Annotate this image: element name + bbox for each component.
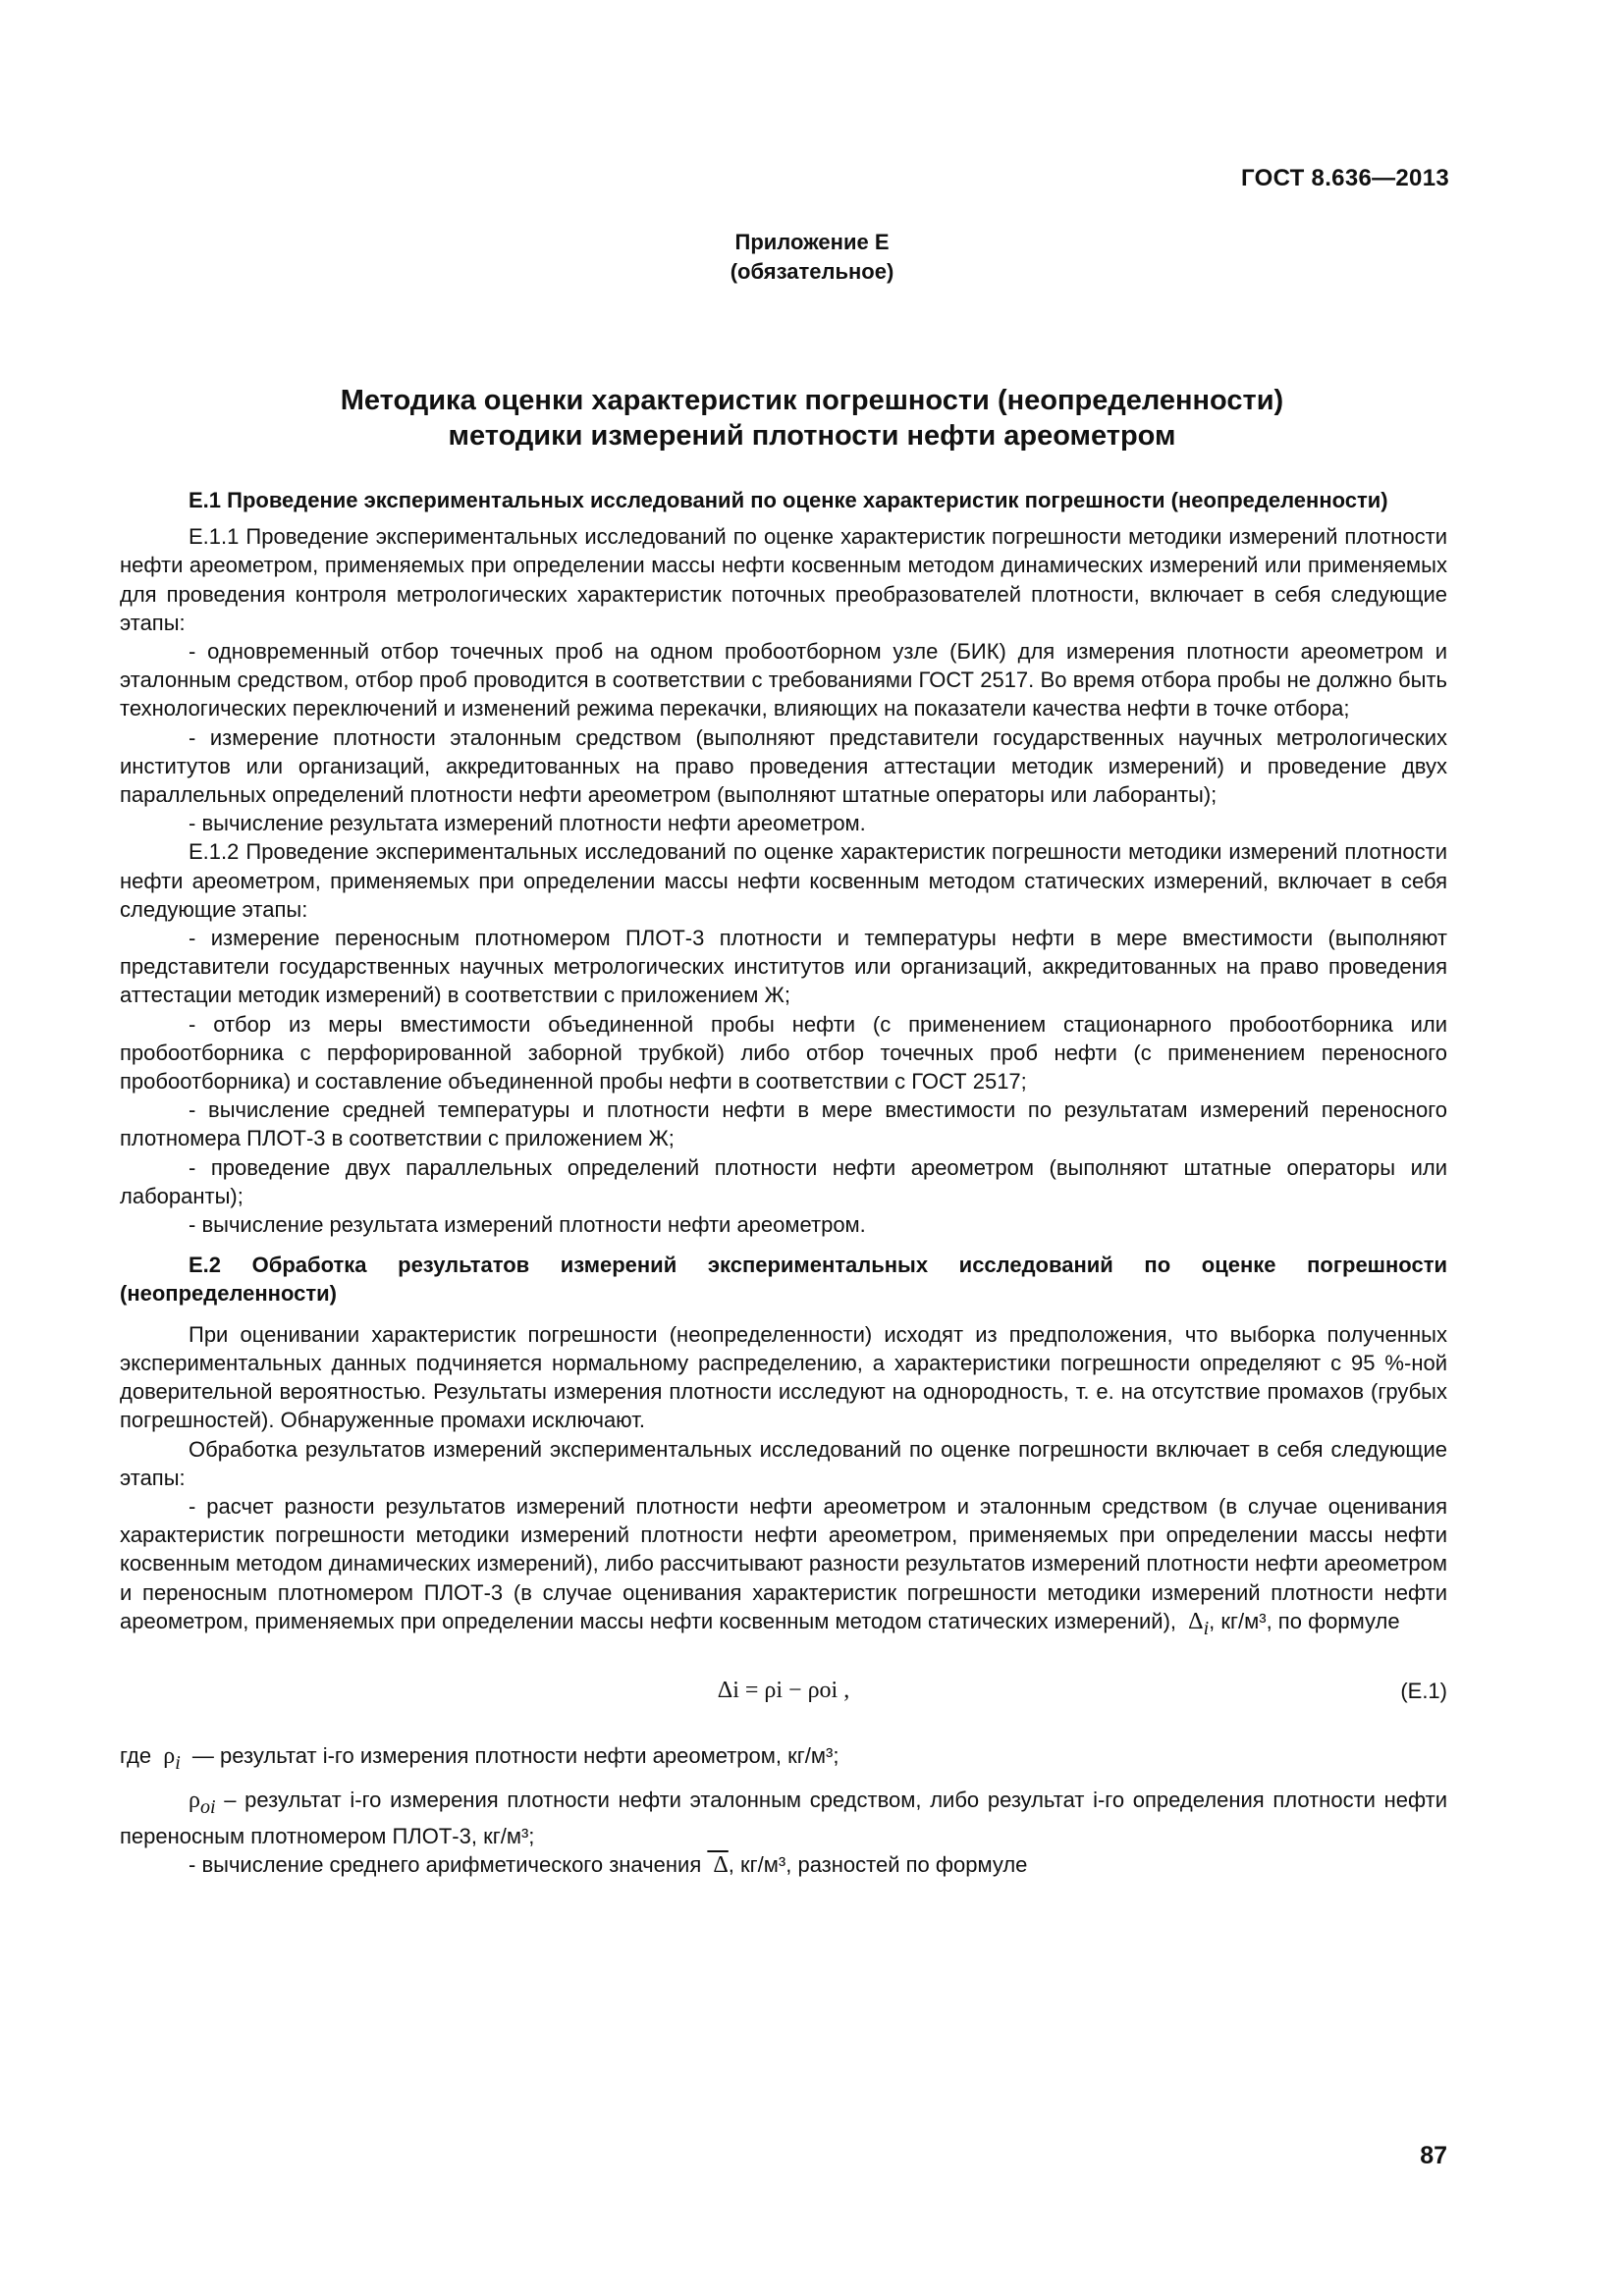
formula-expression: Δi = ρi − ρoi , xyxy=(717,1677,850,1703)
appendix-label: Приложение Е xyxy=(734,230,890,254)
section-e2-heading: Е.2 Обработка результатов измерений экспериментальных исследований по оценке погрешности (неопределенности) xyxy=(120,1253,1447,1307)
formula-e1 xyxy=(120,1659,1447,1730)
list-item-difference xyxy=(120,1492,1447,1643)
where-prefix: где xyxy=(120,1742,152,1768)
paragraph-e1-1: Е.1.1 Проведение экспериментальных исследований по оценке характеристик погрешности методики измерений плотности нефти ареометром, применяемых при определении массы нефти косвенным методом динамических измерений или применяемых для проведения контроля метрологических характеристик поточных преобразователей плотности, включает в себя следующие этапы: xyxy=(120,524,1447,635)
delta-mean-symbol: Δ xyxy=(707,1851,729,1878)
list-item: - измерение плотности эталонным средством (выполняют представители государственных научных метрологических институтов или организаций, аккредитованных на право проведения аттестации методик измерений) и проведение двух параллельных определений плотности нефти ареометром (выполняют штатные операторы или лаборанты); xyxy=(120,724,1447,808)
list-item-mean xyxy=(120,1850,1447,1880)
rho-i-definition: — результат i-го измерения плотности нефти ареометром, кг/м³; xyxy=(191,1742,839,1768)
mean-text-end: , кг/м³, разностей по формуле xyxy=(728,1851,1028,1877)
document-body xyxy=(120,486,1447,1880)
list-item: - отбор из меры вместимости объединенной пробы нефти (с применением стационарного пробоотборника или пробоотборника с перфорированной заборной трубкой) либо отбор точечных проб нефти (с применением переносного пробоотборника) и составление объединенной пробы нефти в соответствии с ГОСТ 2517; xyxy=(120,1011,1447,1095)
section-e1-heading: Е.1 Проведение экспериментальных исследований по оценке характеристик погрешности (неопределенности) xyxy=(189,488,1388,512)
formula-number: (Е.1) xyxy=(1400,1678,1447,1703)
list-item: - вычисление средней температуры и плотности нефти в мере вместимости по результатам измерений переносного плотномера ПЛОТ-3 в соответствии с приложением Ж; xyxy=(120,1097,1447,1151)
paragraph-e2-1: При оценивании характеристик погрешности (неопределенности) исходят из предположения, что выборка полученных экспериментальных данных подчиняется нормальному распределению, а характеристики погрешности определяют с 95 %-ной доверительной вероятностью. Результаты измерения плотности исследуют на однородность, т. е. на отсутствие промахов (грубых погрешностей). Обнаруженные промахи исключают. xyxy=(120,1321,1447,1433)
delta-i-symbol: $\Delta_i$ xyxy=(1182,1608,1210,1639)
list-item: - вычисление результата измерений плотности нефти ареометром. xyxy=(189,1212,866,1238)
rho-oi-symbol: $\rho_{oi}$ xyxy=(189,1787,216,1818)
appendix-status: (обязательное) xyxy=(730,259,894,284)
difference-text: - расчет разности результатов измерений плотности нефти ареометром и эталонным средством (в случае оценивания характеристик погрешности методики измерений плотности нефти ареометром, применяемых при определении массы нефти косвенным методом динамических измерений), либо рассчитывают разности результатов измерений плотности нефти ареометром и переносным плотномером ПЛОТ-3 (в случае оценивания характеристик погрешности методики измерений плотности нефти ареометром, применяемых при определении массы нефти косвенным методом статических измерений), xyxy=(120,1493,1447,1633)
appendix-heading xyxy=(0,228,1624,287)
standard-code: ГОСТ 8.636—2013 xyxy=(1241,165,1449,191)
mean-text-start: - вычисление среднего арифметического значения xyxy=(189,1851,702,1877)
where-rho-i xyxy=(120,1741,1447,1778)
rho-i-symbol: $\rho_i$ xyxy=(157,1742,181,1774)
title-line-1: Методика оценки характеристик погрешности (неопределенности) xyxy=(340,385,1284,416)
list-item: - вычисление результата измерений плотности нефти ареометром. xyxy=(189,811,866,836)
page-number: 87 xyxy=(1420,2142,1447,2169)
where-rho-oi xyxy=(120,1786,1447,1850)
difference-tail: , кг/м³, по формуле xyxy=(1209,1608,1400,1633)
list-item: - измерение переносным плотномером ПЛОТ-3 плотности и температуры нефти в мере вместимости (выполняют представители государственных научных метрологических институтов или организаций, аккредитованных на право проведения аттестации методик измерений) в соответствии с приложением Ж; xyxy=(120,926,1447,1008)
title-line-2: методики измерений плотности нефти ареометром xyxy=(448,420,1176,452)
paragraph-e2-2: Обработка результатов измерений экспериментальных исследований по оценке погрешности включает в себя следующие этапы: xyxy=(120,1436,1447,1490)
page-title xyxy=(0,383,1624,454)
rho-oi-definition: – результат i-го измерения плотности нефти эталонным средством, либо результат i-го определения плотности нефти переносным плотномером ПЛОТ-3, кг/м³; xyxy=(120,1787,1447,1848)
list-item: - одновременный отбор точечных проб на одном пробоотборном узле (БИК) для измерения плотности ареометром и эталонным средством, отбор проб проводится в соответствии с требованиями ГОСТ 2517. Во время отбора пробы не должно быть технологических переключений и изменений режима перекачки, влияющих на показатели качества нефти в точке отбора; xyxy=(120,639,1447,721)
paragraph-e1-2: Е.1.2 Проведение экспериментальных исследований по оценке характеристик погрешности методики измерений плотности нефти ареометром, применяемых при определении массы нефти косвенным методом статических измерений, включает в себя следующие этапы: xyxy=(120,839,1447,922)
list-item: - проведение двух параллельных определений плотности нефти ареометром (выполняют штатные операторы или лаборанты); xyxy=(120,1154,1447,1208)
